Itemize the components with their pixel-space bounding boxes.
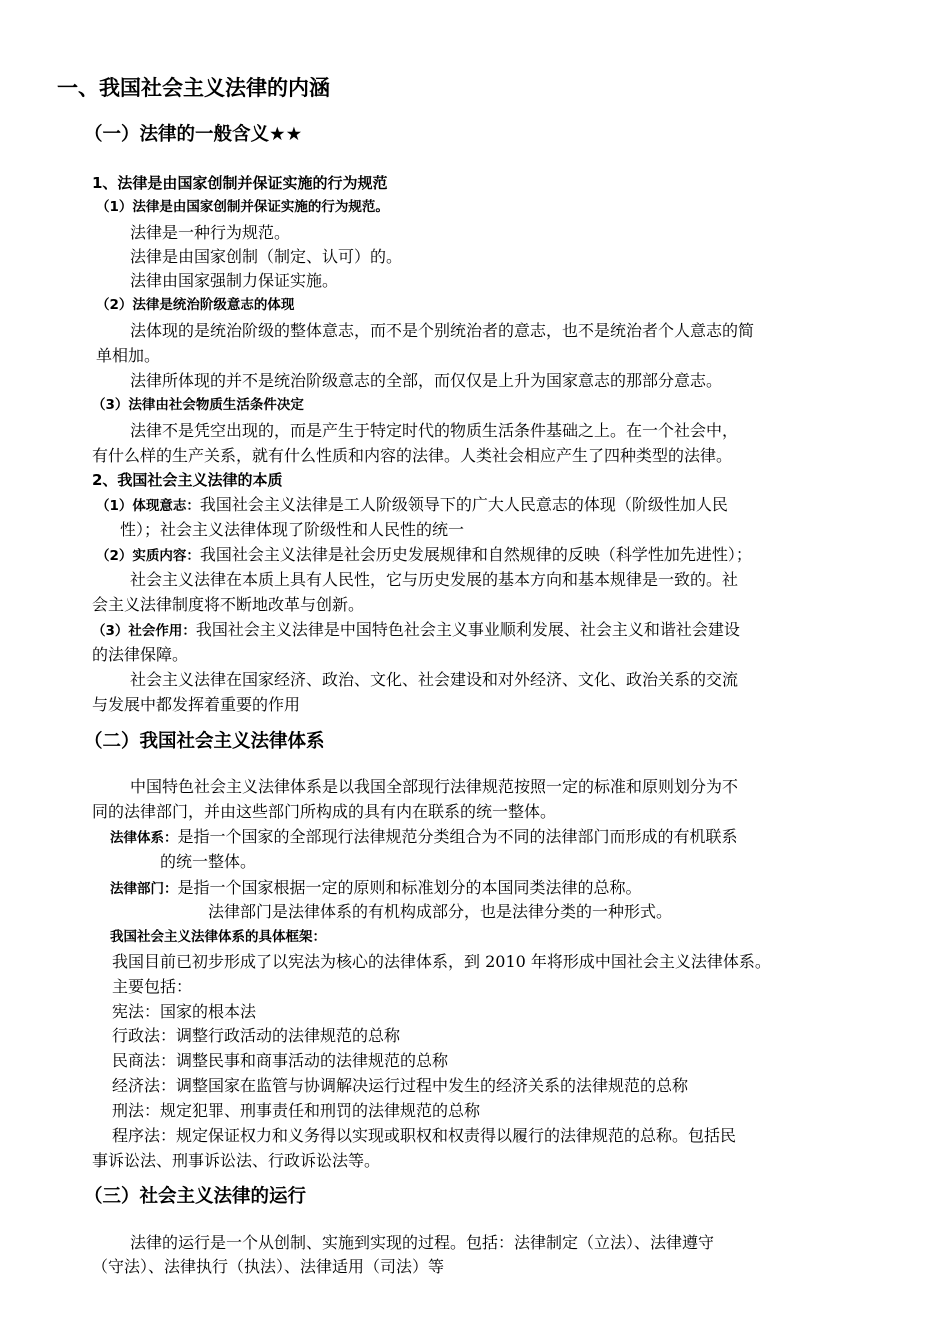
body-line xyxy=(96,547,752,564)
body-line: 法律的运行是一个从创制、实施到实现的过程。包括：法律制定（立法）、法律遵守 xyxy=(130,1233,715,1252)
body-line: 单相加。 xyxy=(96,346,161,365)
document-title: 一、我国社会主义法律的内涵 xyxy=(57,76,330,100)
definition-text: 是指一个国家的全部现行法律规范分类组合为不同的法律部门而形成的有机联系 xyxy=(177,827,738,846)
law-category: 经济法：调整国家在监管与协调解决运行过程中发生的经济关系的法律规范的总称 xyxy=(112,1076,689,1095)
point-label: （3）社会作用： xyxy=(92,623,196,639)
definition-line xyxy=(110,880,642,897)
body-line: 我国目前已初步形成了以宪法为核心的法律体系，到 2010 年将形成中国社会主义法律体系。 xyxy=(112,952,771,971)
law-category: 程序法：规定保证权力和义务得以实现或职权和权责得以履行的法律规范的总称。包括民 xyxy=(112,1126,737,1145)
body-line: 社会主义法律在国家经济、政治、文化、社会建设和对外经济、文化、政治关系的交流 xyxy=(130,670,739,689)
section-heading-3: （三）社会主义法律的运行 xyxy=(84,1186,307,1207)
body-line: 法律不是凭空出现的，而是产生于特定时代的物质生活条件基础之上。在一个社会中， xyxy=(130,421,739,440)
body-line xyxy=(96,497,728,514)
body-line: 社会主义法律在本质上具有人民性，它与历史发展的基本方向和基本规律是一致的。社 xyxy=(130,570,739,589)
body-line: 中国特色社会主义法律体系是以我国全部现行法律规范按照一定的标准和原则划分为不 xyxy=(130,777,739,796)
definition-label: 法律体系： xyxy=(110,830,178,846)
body-line: （守法）、法律执行（执法）、法律适用（司法）等 xyxy=(92,1257,445,1276)
definition-text: 是指一个国家根据一定的原则和标准划分的本国同类法律的总称。 xyxy=(177,878,642,897)
framework-heading: 我国社会主义法律体系的具体框架： xyxy=(110,929,326,945)
subsection-heading: 2、我国社会主义法律的本质 xyxy=(92,471,283,489)
body-line: 会主义法律制度将不断地改革与创新。 xyxy=(92,595,365,614)
point-label: （2）实质内容： xyxy=(96,548,200,564)
point-text: 我国社会主义法律是中国特色社会主义事业顺利发展、社会主义和谐社会建设 xyxy=(195,620,740,639)
law-category: 行政法：调整行政活动的法律规范的总称 xyxy=(112,1026,401,1045)
section-heading-2: （二）我国社会主义法律体系 xyxy=(84,731,325,752)
point-label: （1）体现意志： xyxy=(96,498,200,514)
definition-line xyxy=(110,829,738,846)
law-category: 民商法：调整民事和商事活动的法律规范的总称 xyxy=(112,1051,449,1070)
point-text: 我国社会主义法律是社会历史发展规律和自然规律的反映（科学性加先进性）； xyxy=(199,545,752,564)
point-text: 我国社会主义法律是工人阶级领导下的广大人民意志的体现（阶级性加人民 xyxy=(199,495,728,514)
body-line: 有什么样的生产关系，就有什么性质和内容的法律。人类社会相应产生了四种类型的法律。 xyxy=(92,446,733,465)
body-line: 与发展中都发挥着重要的作用 xyxy=(92,695,301,714)
body-line: 法律部门是法律体系的有机构成部分，也是法律分类的一种形式。 xyxy=(208,902,673,921)
body-line: 法律由国家强制力保证实施。 xyxy=(130,271,339,290)
law-category: 刑法：规定犯罪、刑事责任和刑罚的法律规范的总称 xyxy=(112,1101,481,1120)
body-line: 法律是一种行为规范。 xyxy=(130,223,291,242)
body-line: 性）；社会主义法律体现了阶级性和人民性的统一 xyxy=(120,520,465,539)
body-line: 的统一整体。 xyxy=(160,852,257,871)
definition-label: 法律部门： xyxy=(110,881,178,897)
body-line: 事诉讼法、刑事诉讼法、行政诉讼法等。 xyxy=(92,1151,381,1170)
subsection-heading: 1、法律是由国家创制并保证实施的行为规范 xyxy=(92,174,388,192)
point-heading: （1）法律是由国家创制并保证实施的行为规范。 xyxy=(96,199,389,215)
body-line: 的法律保障。 xyxy=(92,645,189,664)
point-heading: （2）法律是统治阶级意志的体现 xyxy=(96,297,295,313)
point-heading: （3）法律由社会物质生活条件决定 xyxy=(92,397,304,413)
body-line: 法律所体现的并不是统治阶级意志的全部，而仅仅是上升为国家意志的那部分意志。 xyxy=(130,371,723,390)
body-line xyxy=(92,622,740,639)
body-line: 法体现的是统治阶级的整体意志，而不是个别统治者的意志，也不是统治者个人意志的简 xyxy=(130,321,755,340)
body-line: 法律是由国家创制（制定、认可）的。 xyxy=(130,247,403,266)
section-heading-1: （一）法律的一般含义★★ xyxy=(84,124,303,145)
body-line: 主要包括： xyxy=(112,977,193,996)
law-category: 宪法：国家的根本法 xyxy=(112,1002,257,1021)
body-line: 同的法律部门，并由这些部门所构成的具有内在联系的统一整体。 xyxy=(92,802,557,821)
